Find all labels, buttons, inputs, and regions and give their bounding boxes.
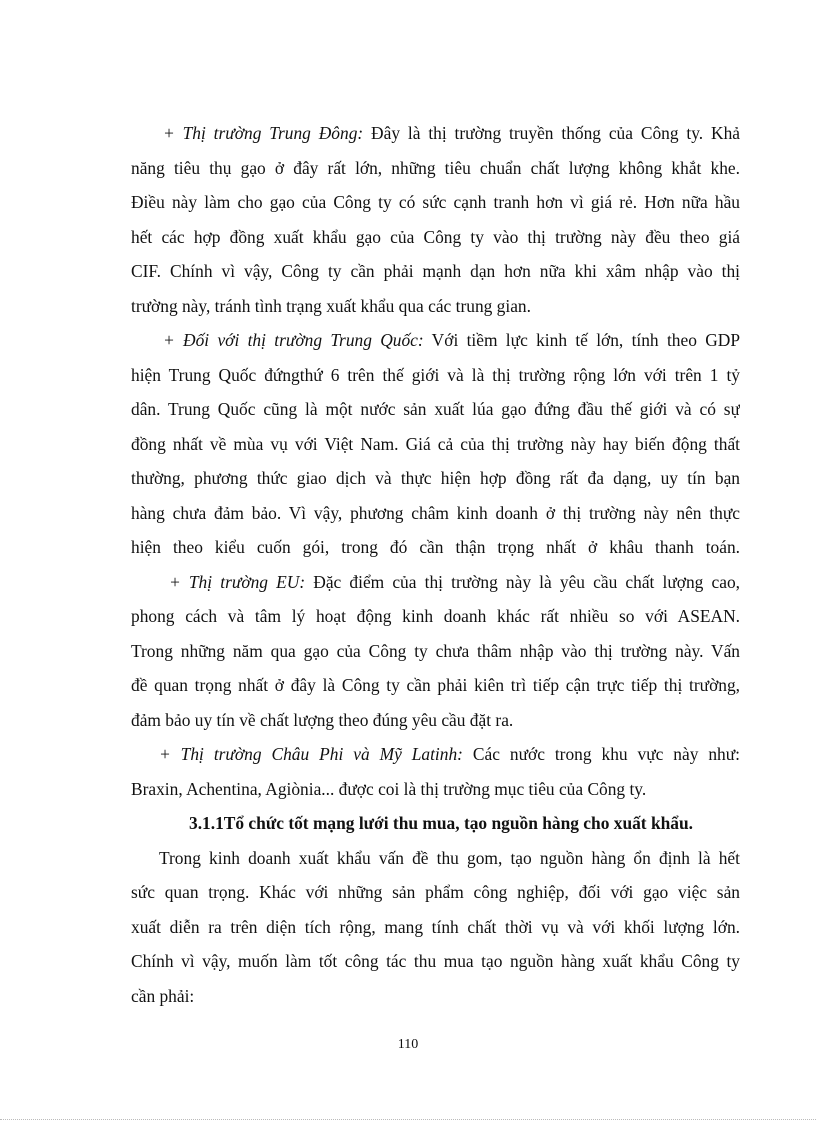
paragraph-line: sức quan trọng. Khác với những sản phẩm công nghiệp, đối với gạo việc sản [131,882,740,902]
paragraph-lead: + Thị trường Trung Đông: [163,123,364,143]
paragraph-line: hết các hợp đồng xuất khẩu gạo của Công ty vào thị trường này đều theo giá [131,226,740,247]
paragraph-line: đảm bảo uy tín về chất lượng theo đúng yêu cầu đặt ra. [131,709,514,730]
paragraph-line: dân. Trung Quốc cũng là một nước sản xuất lúa gạo đứng đầu thế giới và có sự [131,399,740,419]
paragraph-lead: + Thị trường Châu Phi và Mỹ Latinh: [159,744,463,764]
paragraph-lead: + Thị trường EU: [169,571,306,592]
paragraph-line: hàng chưa đảm bảo. Vì vậy, phương châm kinh doanh ở thị trường này nên thực [131,502,740,523]
paragraph-china-line-1 [131,323,740,358]
paragraph-line: xuất diễn ra trên diện tích rộng, mang tính chất thời vụ và với khối lượng lớn. [131,916,740,937]
paragraph-line: năng tiêu thụ gạo ở đây rất lớn, những tiêu chuẩn chất lượng không khắt khe. [131,157,740,178]
paragraph-eu-line-1 [131,565,740,600]
paragraph-line: hiện theo kiểu cuốn gói, trong đó cần thận trọng nhất ở khâu thanh toán. [131,537,740,557]
paragraph-text: Với tiềm lực kinh tế lớn, tính theo GDP [423,330,740,350]
paragraph-line: Trong những năm qua gạo của Công ty chưa thâm nhập vào thị trường này. Vấn [131,640,740,661]
page-bottom-divider [0,1119,816,1120]
paragraph-line: đề quan trọng nhất ở đây là Công ty cần phải kiên trì tiếp cận trực tiếp thị trường, [131,675,740,695]
paragraph-line: Braxin, Achentina, Agiònia... được coi là thị trường mục tiêu của Công ty. [131,778,647,799]
paragraph-africa-latam-line-1 [131,737,740,772]
paragraph-text: Các nước trong khu vực này như: [462,744,740,764]
paragraph-line: trường này, tránh tình trạng xuất khẩu qua các trung gian. [131,295,531,316]
paragraph-line: CIF. Chính vì vậy, Công ty cần phải mạnh dạn hơn nữa khi xâm nhập vào thị [131,261,740,281]
paragraph-line: đồng nhất về mùa vụ với Việt Nam. Giá cả của thị trường này hay biến động thất [131,433,740,454]
paragraph-line: Trong kinh doanh xuất khẩu vấn đề thu gom, tạo nguồn hàng ổn định là hết [159,847,740,868]
page-number: 110 [397,1037,419,1052]
document-body [131,116,740,1013]
paragraph-middle-east-line-1 [131,116,740,151]
paragraph-line: thường, phương thức giao dịch và thực hiện hợp đồng rất đa dạng, uy tín bạn [131,468,740,488]
paragraph-line: Chính vì vậy, muốn làm tốt công tác thu mua tạo nguồn hàng xuất khẩu Công ty [131,951,740,971]
paragraph-line: Điều này làm cho gạo của Công ty có sức cạnh tranh hơn vì giá rẻ. Hơn nữa hầu [131,192,740,212]
paragraph-line: hiện Trung Quốc đứngthứ 6 trên thế giới và là thị trường rộng lớn với trên 1 tỷ [131,364,740,385]
paragraph-lead: + Đối với thị trường Trung Quốc: [163,330,424,350]
paragraph-line: cần phải: [131,985,195,1006]
paragraph-line: phong cách và tâm lý hoạt động kinh doanh khác rất nhiều so với ASEAN. [131,606,740,626]
paragraph-text: Đây là thị trường truyền thống của Công ty. Khả [363,123,740,143]
section-heading: 3.1.1Tổ chức tốt mạng lưới thu mua, tạo nguồn hàng cho xuất khẩu. [189,813,694,833]
paragraph-text: Đặc điểm của thị trường này là yêu cầu chất lượng cao, [305,571,740,592]
